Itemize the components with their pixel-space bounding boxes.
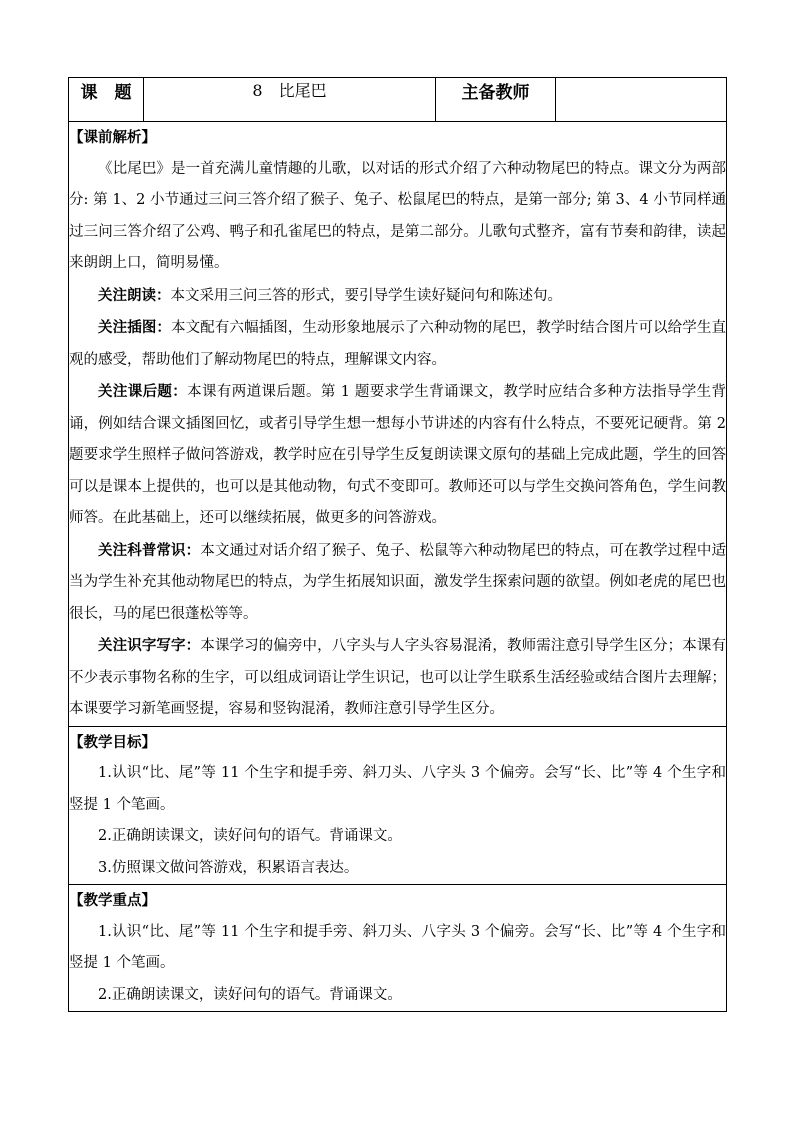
point-label: 关注识字写字： — [98, 637, 201, 654]
point-text: 本文配有六幅插图，生动形象地展示了六种动物的尾巴，教学时结合图片可以给学生直观的感受，帮助他们了解动物尾巴的特点，理解课文内容。 — [69, 320, 727, 368]
goals-section — [69, 726, 727, 885]
key-points-heading: 【教学重点】 — [69, 892, 156, 909]
point-label: 关注科普常识： — [98, 541, 201, 559]
goal-item: 3.仿照课文做问答游戏，积累语言表达。 — [98, 859, 359, 876]
key-point-item: 1.认识“比、尾”等 11 个生字和提手旁、斜刀头、八字头 3 个偏旁。会写“长、比”等 4 个生字和竖提 1 个笔画。 — [69, 923, 726, 971]
teacher-value — [556, 78, 727, 122]
goals-row — [69, 726, 727, 885]
analysis-point — [69, 535, 726, 631]
goals-heading: 【教学目标】 — [69, 733, 156, 751]
point-text: 本文通过对话介绍了猴子、兔子、松鼠等六种动物尾巴的特点，可在教学过程中适当为学生补充其他动物尾巴的特点，为学生拓展知识面，激发学生探索问题的欲望。例如老虎的尾巴也很长，马的尾巴很蓬松等等。 — [69, 542, 726, 622]
goal-item: 1.认识“比、尾”等 11 个生字和提手旁、斜刀头、八字头 3 个偏旁。会写“长、比”等 4 个生字和竖提 1 个笔画。 — [69, 765, 726, 813]
key-points-section — [69, 885, 727, 1012]
point-text: 本文采用三问三答的形式，要引导学生读好疑问句和陈述句。 — [170, 287, 562, 304]
point-text: 本课学习的偏旁中，八字头与人字头容易混淆，教师需注意引导学生区分；本课有不少表示事物名称的生字，可以组成词语让学生识记，也可以让学生联系生活经验或结合图片去理解；本课要学习新笔画竖提，容易和竖钩混淆，教师注意引导学生区分。 — [69, 638, 726, 717]
teacher-label: 主备教师 — [436, 78, 556, 122]
header-row — [69, 78, 727, 122]
lesson-title: 8 比尾巴 — [144, 78, 436, 122]
analysis-heading: 【课前解析】 — [69, 129, 156, 146]
key-points-row — [69, 885, 727, 1012]
key-point-item: 2.正确朗读课文，读好问句的语气。背诵课文。 — [98, 986, 402, 1003]
lesson-plan-page — [68, 77, 726, 1012]
analysis-point — [69, 376, 726, 535]
lesson-plan-table — [68, 77, 727, 1012]
point-label: 关注朗读： — [98, 286, 171, 304]
point-label: 关注插图： — [98, 319, 172, 336]
point-text: 本课有两道课后题。第 1 题要求学生背诵课文，教学时应结合多种方法指导学生背诵，例如结合课文插图回忆，或者引导学生想一想每小节讲述的内容有什么特点，不要死记硬背。第 2 题要求学生照样子做问答游戏，教学时应在引导学生反复朗读课文原句的基础上完成此题，学生的回答可以是课本上提供的，也可以是其他动物，句式不变即可。教师还可以与学生交换问答角色，学生问教师答。在此基础上，还可以继续拓展，做更多的问答游戏。 — [69, 384, 726, 526]
goal-item: 2.正确朗读课文，读好问句的语气。背诵课文。 — [98, 828, 402, 844]
analysis-row — [69, 122, 727, 727]
analysis-intro: 《比尾巴》是一首充满儿童情趣的儿歌，以对话的形式介绍了六种动物尾巴的特点。课文分为两部分: 第 1、2 小节通过三问三答介绍了猴子、兔子、松鼠尾巴的特点，是第一部分; 第 3、4 小节同样通过三问三答介绍了公鸡、鸭子和孔雀尾巴的特点，是第二部分。儿歌句式整齐，富有节奏和韵律，读起来朗朗上口，简明易懂。 — [69, 160, 726, 271]
analysis-point — [69, 280, 726, 313]
analysis-point — [69, 312, 726, 376]
analysis-section — [69, 122, 727, 727]
analysis-point — [69, 630, 726, 726]
point-label: 关注课后题： — [98, 383, 188, 400]
topic-label: 课 题 — [69, 78, 144, 122]
